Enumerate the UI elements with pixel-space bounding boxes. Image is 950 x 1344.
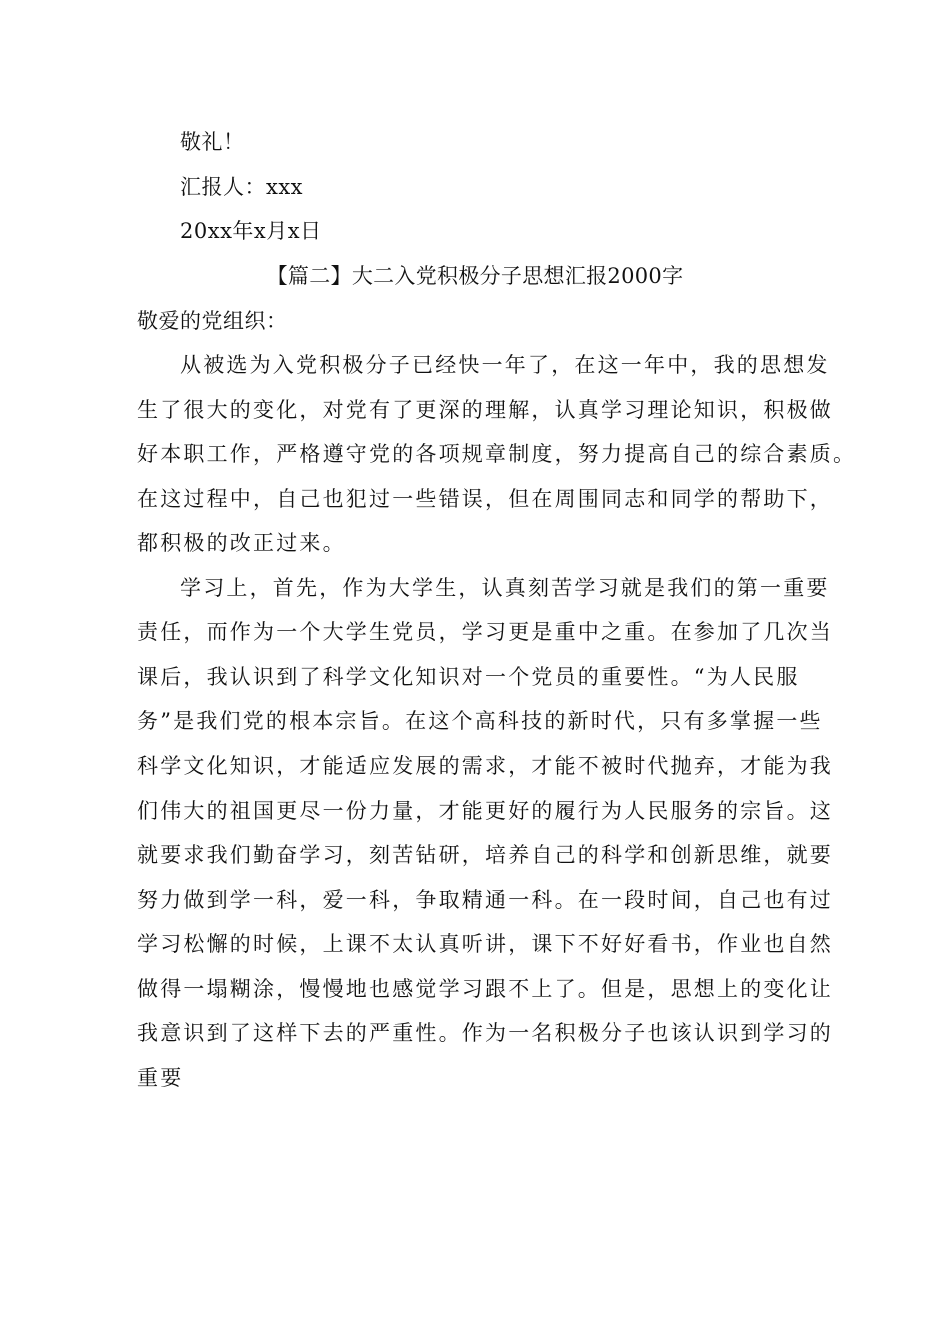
paragraph-2-line: 努力做到学一科，爱一科，争取精通一科。在一段时间，自己也有过: [137, 888, 833, 912]
paragraph-2-line: 就要求我们勤奋学习，刻苦钻研，培养自己的科学和创新思维，就要: [137, 843, 833, 867]
paragraph-2-line: 责任，而作为一个大学生党员，学习更是重中之重。在参加了几次当: [137, 620, 833, 644]
section-title: 【篇二】大二入党积极分子思想汇报2000字: [266, 264, 684, 288]
paragraph-1-line: 从被选为入党积极分子已经快一年了，在这一年中，我的思想发: [180, 353, 830, 377]
closing-salutation: 敬礼！: [180, 130, 245, 154]
paragraph-1-line: 都积极的改正过来。: [137, 531, 346, 555]
greeting: 敬爱的党组织：: [137, 309, 288, 333]
paragraph-2-line: 课后，我认识到了科学文化知识对一个党员的重要性。“为人民服: [137, 665, 800, 689]
paragraph-2-line: 科学文化知识，才能适应发展的需求，才能不被时代抛弃，才能为我: [137, 754, 833, 778]
paragraph-1-line: 好本职工作，严格遵守党的各项规章制度，努力提高自己的综合素质。: [137, 442, 857, 466]
paragraph-2-line: 们伟大的祖国更尽一份力量，才能更好的履行为人民服务的宗旨。这: [137, 799, 833, 823]
paragraph-2-line: 做得一塌糊涂，慢慢地也感觉学习跟不上了。但是，思想上的变化让: [137, 977, 833, 1001]
paragraph-2-line: 学习上，首先，作为大学生，认真刻苦学习就是我们的第一重要: [180, 576, 830, 600]
date-line: 20xx年x月x日: [180, 219, 322, 243]
paragraph-2-line: 重要: [137, 1066, 184, 1090]
paragraph-1-line: 生了很大的变化，对党有了更深的理解，认真学习理论知识，积极做: [137, 398, 833, 422]
paragraph-2-line: 我意识到了这样下去的严重性。作为一名积极分子也该认识到学习的: [137, 1021, 833, 1045]
reporter-line: 汇报人：xxx: [180, 175, 304, 199]
paragraph-2-line: 学习松懈的时候，上课不太认真听讲，课下不好好看书，作业也自然: [137, 932, 833, 956]
paragraph-1-line: 在这过程中，自己也犯过一些错误，但在周围同志和同学的帮助下，: [137, 487, 833, 511]
paragraph-2-line: 务”是我们党的根本宗旨。在这个高科技的新时代，只有多掌握一些: [137, 709, 823, 733]
